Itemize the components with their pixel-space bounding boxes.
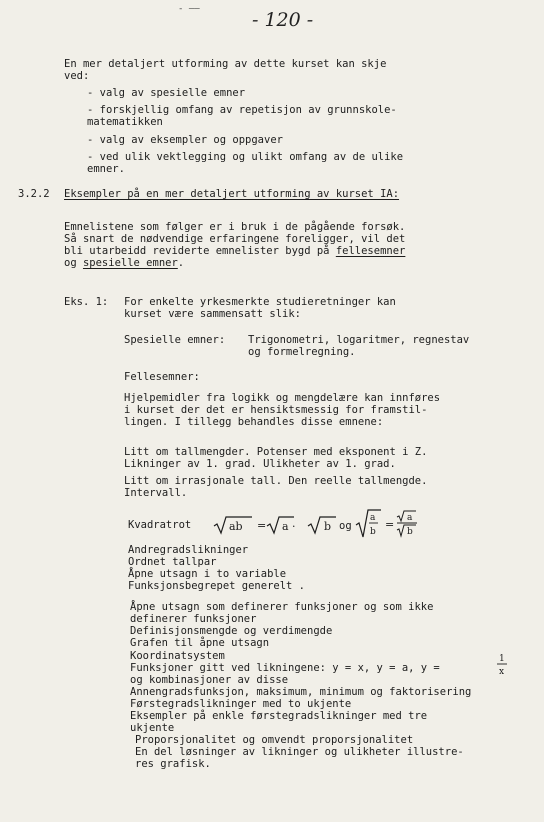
equals-sign-2: = <box>385 518 395 531</box>
irrational-line-1: Litt om irrasjonale tall. Den reelle tallmengde. <box>124 475 428 487</box>
group2-item-13: En del løsninger av likninger og ulikheter illustre- <box>135 746 464 758</box>
numbers-line-1: Litt om tallmengder. Potenser med eksponent i Z. <box>124 446 428 458</box>
example-label: Eks. 1: <box>64 296 109 308</box>
og-word: og <box>339 520 352 532</box>
spesielle-emner-term: spesielle emner <box>82 257 178 269</box>
para-line-3: bli utarbeidd reviderte emnelister bygd på fellesemner <box>64 245 406 257</box>
group2-item-3: Definisjonsmengde og verdimengde <box>130 625 333 637</box>
margin-mark: - —— <box>178 4 200 14</box>
example-line-2: kurset være sammensatt slik: <box>124 308 302 320</box>
svg-text:b: b <box>324 520 332 533</box>
svg-text:·: · <box>292 520 296 533</box>
intro-line-1: En mer detaljert utforming av dette kurset kan skje <box>64 58 387 70</box>
numbers-line-2: Likninger av 1. grad. Ulikheter av 1. grad. <box>124 458 396 470</box>
bullet-1: - valg av spesielle emner <box>87 87 246 99</box>
svg-text:a: a <box>407 513 413 523</box>
group2-item-8: Annengradsfunksjon, maksimum, minimum og faktorisering <box>130 686 472 698</box>
section-number: 3.2.2 <box>18 188 50 200</box>
group2-item-2: definerer funksjoner <box>130 613 257 625</box>
bullet-4-cont: emner. <box>87 163 125 175</box>
group1-item-4: Funksjonsbegrepet generelt . <box>128 580 306 592</box>
sqrt-label: Kvadratrot <box>128 519 192 531</box>
special-line-1: Trigonometri, logaritmer, regnestav <box>248 334 470 346</box>
section-title: Eksempler på en mer detaljert utforming av kurset IA: <box>64 188 400 200</box>
logic-line-1: Hjelpemidler fra logikk og mengdelære kan innføres <box>124 392 441 404</box>
group1-item-3: Åpne utsagn i to variable <box>128 568 287 580</box>
fraction-one-over-x <box>496 653 510 677</box>
para-line-2: Så snart de nødvendige erfaringene foreligger, vil det <box>64 233 406 245</box>
bullet-2: - forskjellig omfang av repetisjon av grunnskole- <box>87 104 397 116</box>
group2-item-10: Eksempler på enkle førstegradslikninger med tre <box>130 710 428 722</box>
common-label: Fellesemner: <box>124 371 200 383</box>
example-line-1: For enkelte yrkesmerkte studieretninger kan <box>124 296 396 308</box>
bullet-4: - ved ulik vektlegging og ulikt omfang av de ulike <box>87 151 404 163</box>
frac-den: x <box>499 667 505 677</box>
intro-line-2: ved: <box>64 70 90 82</box>
group2-item-11: ukjente <box>130 722 175 734</box>
logic-line-3: lingen. I tillegg behandles disse emnene: <box>124 416 384 428</box>
svg-text:a: a <box>282 520 289 533</box>
group2-item-4: Grafen til åpne utsagn <box>130 637 270 649</box>
group2-item-5: Koordinatsystem <box>130 650 225 662</box>
logic-line-2: i kurset der det er hensiktsmessig for framstil- <box>124 404 428 416</box>
group1-item-1: Andregradslikninger <box>128 544 249 556</box>
frac-num: 1 <box>499 654 505 664</box>
bullet-3: - valg av eksempler og oppgaver <box>87 134 283 146</box>
para-line-1: Emnelistene som følger er i bruk i de pågående forsøk. <box>64 221 406 233</box>
bullet-2-cont: matematikken <box>87 116 163 128</box>
para-line-4: og spesielle emner. <box>64 257 185 269</box>
group2-item-1: Åpne utsagn som definerer funksjoner og som ikke <box>130 601 434 613</box>
svg-text:b: b <box>370 527 376 537</box>
special-line-2: og formelregning. <box>248 346 356 358</box>
group2-item-6: Funksjoner gitt ved likningene: y = x, y = a, y = <box>130 662 440 674</box>
svg-text:b: b <box>407 527 413 537</box>
page-number: - 120 - <box>252 9 314 31</box>
special-label: Spesielle emner: <box>124 334 226 346</box>
group2-item-14: res grafisk. <box>135 758 211 770</box>
svg-text:ab: ab <box>229 520 243 533</box>
group2-item-9: Førstegradslikninger med to ukjente <box>130 698 352 710</box>
group1-item-2: Ordnet tallpar <box>128 556 217 568</box>
equals-sign-1: = <box>257 519 267 532</box>
group2-item-7: og kombinasjoner av disse <box>130 674 289 686</box>
fellesemner-term: fellesemner <box>335 245 406 257</box>
sqrt-formula <box>212 509 432 539</box>
group2-item-12: Proporsjonalitet og omvendt proporsjonalitet <box>135 734 414 746</box>
svg-text:a: a <box>370 513 376 523</box>
irrational-line-2: Intervall. <box>124 487 188 499</box>
